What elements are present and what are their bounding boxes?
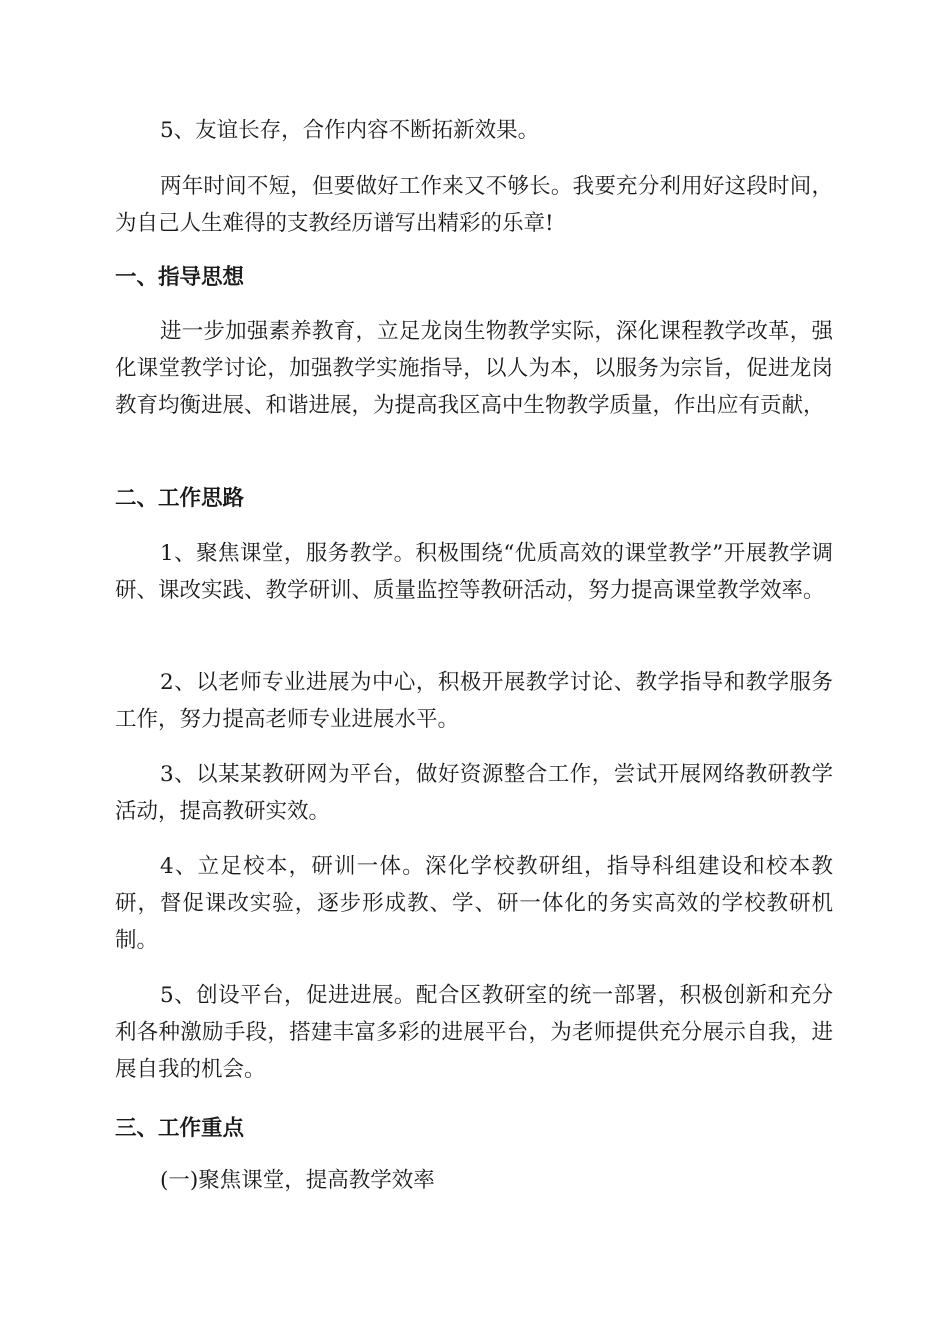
- paragraph-guiding-ideology: 进一步加强素养教育，立足龙岗生物教学实际，深化课程教学改革，强化课堂教学讨论，加强教学实施指导，以人为本，以服务为宗旨，促进龙岗教育均衡进展、和谐进展，为提高我区高中生物教学质量，作出应有贡献，: [115, 319, 833, 418]
- paragraph-approach-5: 5、创设平台，促进进展。配合区教研室的统一部署，积极创新和充分利各种激励手段，搭建丰富多彩的进展平台，为老师提供充分展示自我，进展自我的机会。: [115, 983, 833, 1082]
- paragraph-friendship: 5、友谊长存，合作内容不断拓新效果。: [160, 118, 540, 143]
- paragraph-approach-4: 4、立足校本，研训一体。深化学校教研组，指导科组建设和校本教研，督促课改实验，逐步形成教、学、研一体化的务实高效的学校教研机制。: [115, 854, 833, 953]
- heading-guiding-ideology: 一、指导思想: [115, 265, 245, 290]
- paragraph-focus-1: (一)聚焦课堂，提高教学效率: [160, 1168, 435, 1193]
- paragraph-two-years: 两年时间不短，但要做好工作来又不够长。我要充分利用好这段时间，为自己人生难得的支教经历谱写出精彩的乐章!: [115, 174, 833, 236]
- paragraph-approach-1: 1、聚焦课堂，服务教学。积极围绕“优质高效的课堂教学”开展教学调研、课改实践、教学研训、质量监控等教研活动，努力提高课堂教学效率。: [115, 541, 833, 603]
- paragraph-approach-3: 3、以某某教研网为平台，做好资源整合工作，尝试开展网络教研教学活动，提高教研实效。: [115, 762, 833, 824]
- heading-work-focus: 三、工作重点: [115, 1116, 245, 1141]
- heading-work-approach: 二、工作思路: [115, 486, 245, 511]
- paragraph-approach-2: 2、以老师专业进展为中心，积极开展教学讨论、教学指导和教学服务工作，努力提高老师专业进展水平。: [115, 670, 833, 732]
